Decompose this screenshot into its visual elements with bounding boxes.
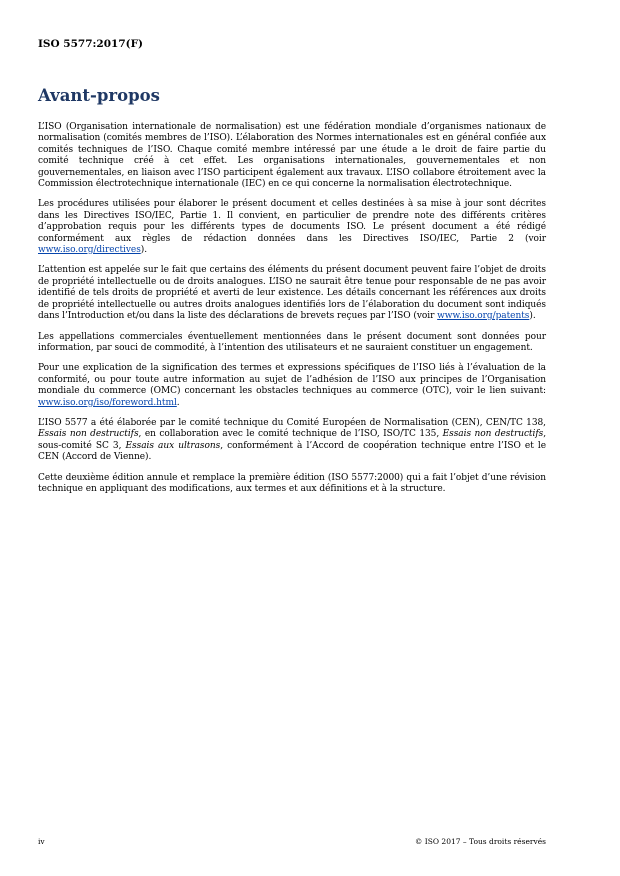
- paragraph-trade-names: Les appellations commerciales éventuellement mentionnées dans le présent document sont données pour information, par souci de commodité, à l’intention des utilisateurs et ne sauraient constituer un engagement.: [38, 331, 546, 353]
- paragraph-text: , en collaboration avec le comité technique de l’ISO, ISO/TC 135,: [138, 429, 443, 440]
- foreword-body: [38, 122, 546, 504]
- patents-link[interactable]: www.iso.org/patents: [437, 311, 530, 322]
- document-code: ISO 5577:2017(F): [38, 38, 144, 50]
- paragraph-text: L’ISO 5577 a été élaborée par le comité technique du Comité Européen de Normalisation (CEN), CEN/TC 138,: [38, 417, 546, 428]
- paragraph-edition: Cette deuxième édition annule et remplace la première édition (ISO 5577:2000) qui a fait l’objet d’une révision technique en appliquant des modifications, aux termes et aux définitions et à la structure.: [38, 472, 546, 494]
- paragraph-text: .: [176, 397, 180, 408]
- committee-title: Essais non destructifs: [38, 429, 139, 440]
- paragraph-text: Pour une explication de la signification des termes et expressions spécifiques de l’ISO liés à l’évaluation de la conformité, ou pour toute autre information au sujet de l’adhésion de l’ISO aux principes de l’Organisation mondiale du commerce (OMC) concernant les obstacles techniques au commerce (OTC), voir le lien suivant:: [38, 363, 546, 397]
- page-footer: [38, 837, 546, 846]
- directives-link[interactable]: www.iso.org/directives: [38, 245, 141, 256]
- foreword-link[interactable]: www.iso.org/iso/foreword.html: [38, 397, 177, 408]
- paragraph-text: L’attention est appelée sur le fait que certains des éléments du présent document peuvent faire l’objet de droits de propriété intellectuelle ou de droits analogues. L’ISO ne saurait être tenue pour responsable de ne pas avoir identifié de tels droits de propriété et averti de leur existence. Les détails concernant les références aux droits de propriété intellectuelle ou autres droits analogues identifiés lors de l’élaboration du document sont indiqués dans l’Introduction et/ou dans la liste des déclarations de brevets reçues par l’ISO (voir: [38, 265, 546, 322]
- paragraph-committee: [38, 418, 546, 464]
- page-number: iv: [38, 837, 45, 846]
- subcommittee-title: Essais aux ultrasons: [125, 440, 221, 451]
- paragraph-text: ).: [140, 245, 148, 256]
- page-title: Avant-propos: [38, 86, 160, 105]
- paragraph-text: Les procédures utilisées pour élaborer le présent document et celles destinées à sa mise à jour sont décrites dans les Directives ISO/IEC, Partie 1. Il convient, en particulier de prendre note des différents critères d’approbation requis pour les différents types de documents ISO. Le présent document a été rédigé conformément aux règles de rédaction données dans les Directives ISO/IEC, Partie 2 (voir: [38, 199, 546, 244]
- paragraph-text: ).: [529, 311, 536, 322]
- paragraph-conformity: [38, 363, 546, 409]
- paragraph-patents: [38, 265, 546, 322]
- paragraph-iso-intro: L’ISO (Organisation internationale de normalisation) est une fédération mondiale d’organismes nationaux de normalisation (comités membres de l’ISO). L’élaboration des Normes internationales est en général confiée aux comités techniques de l’ISO. Chaque comité membre intéressé par une étude a le droit de faire partie du comité technique créé à cet effet. Les organisations internationales, gouvernementales et non gouvernementales, en liaison avec l’ISO participent également aux travaux. L’ISO collabore étroitement avec la Commission électrotechnique internationale (IEC) en ce qui concerne la normalisation électrotechnique.: [38, 122, 546, 190]
- paragraph-procedures: [38, 199, 546, 256]
- paragraph-text: , conformément à l’Accord de coopération technique entre l’ISO et le CEN (Accord de Vienne).: [38, 440, 546, 463]
- paragraph-text: , sous-comité SC 3,: [38, 429, 546, 451]
- committee-title: Essais non destructifs: [442, 429, 544, 440]
- copyright-notice: © ISO 2017 – Tous droits réservés: [414, 837, 546, 846]
